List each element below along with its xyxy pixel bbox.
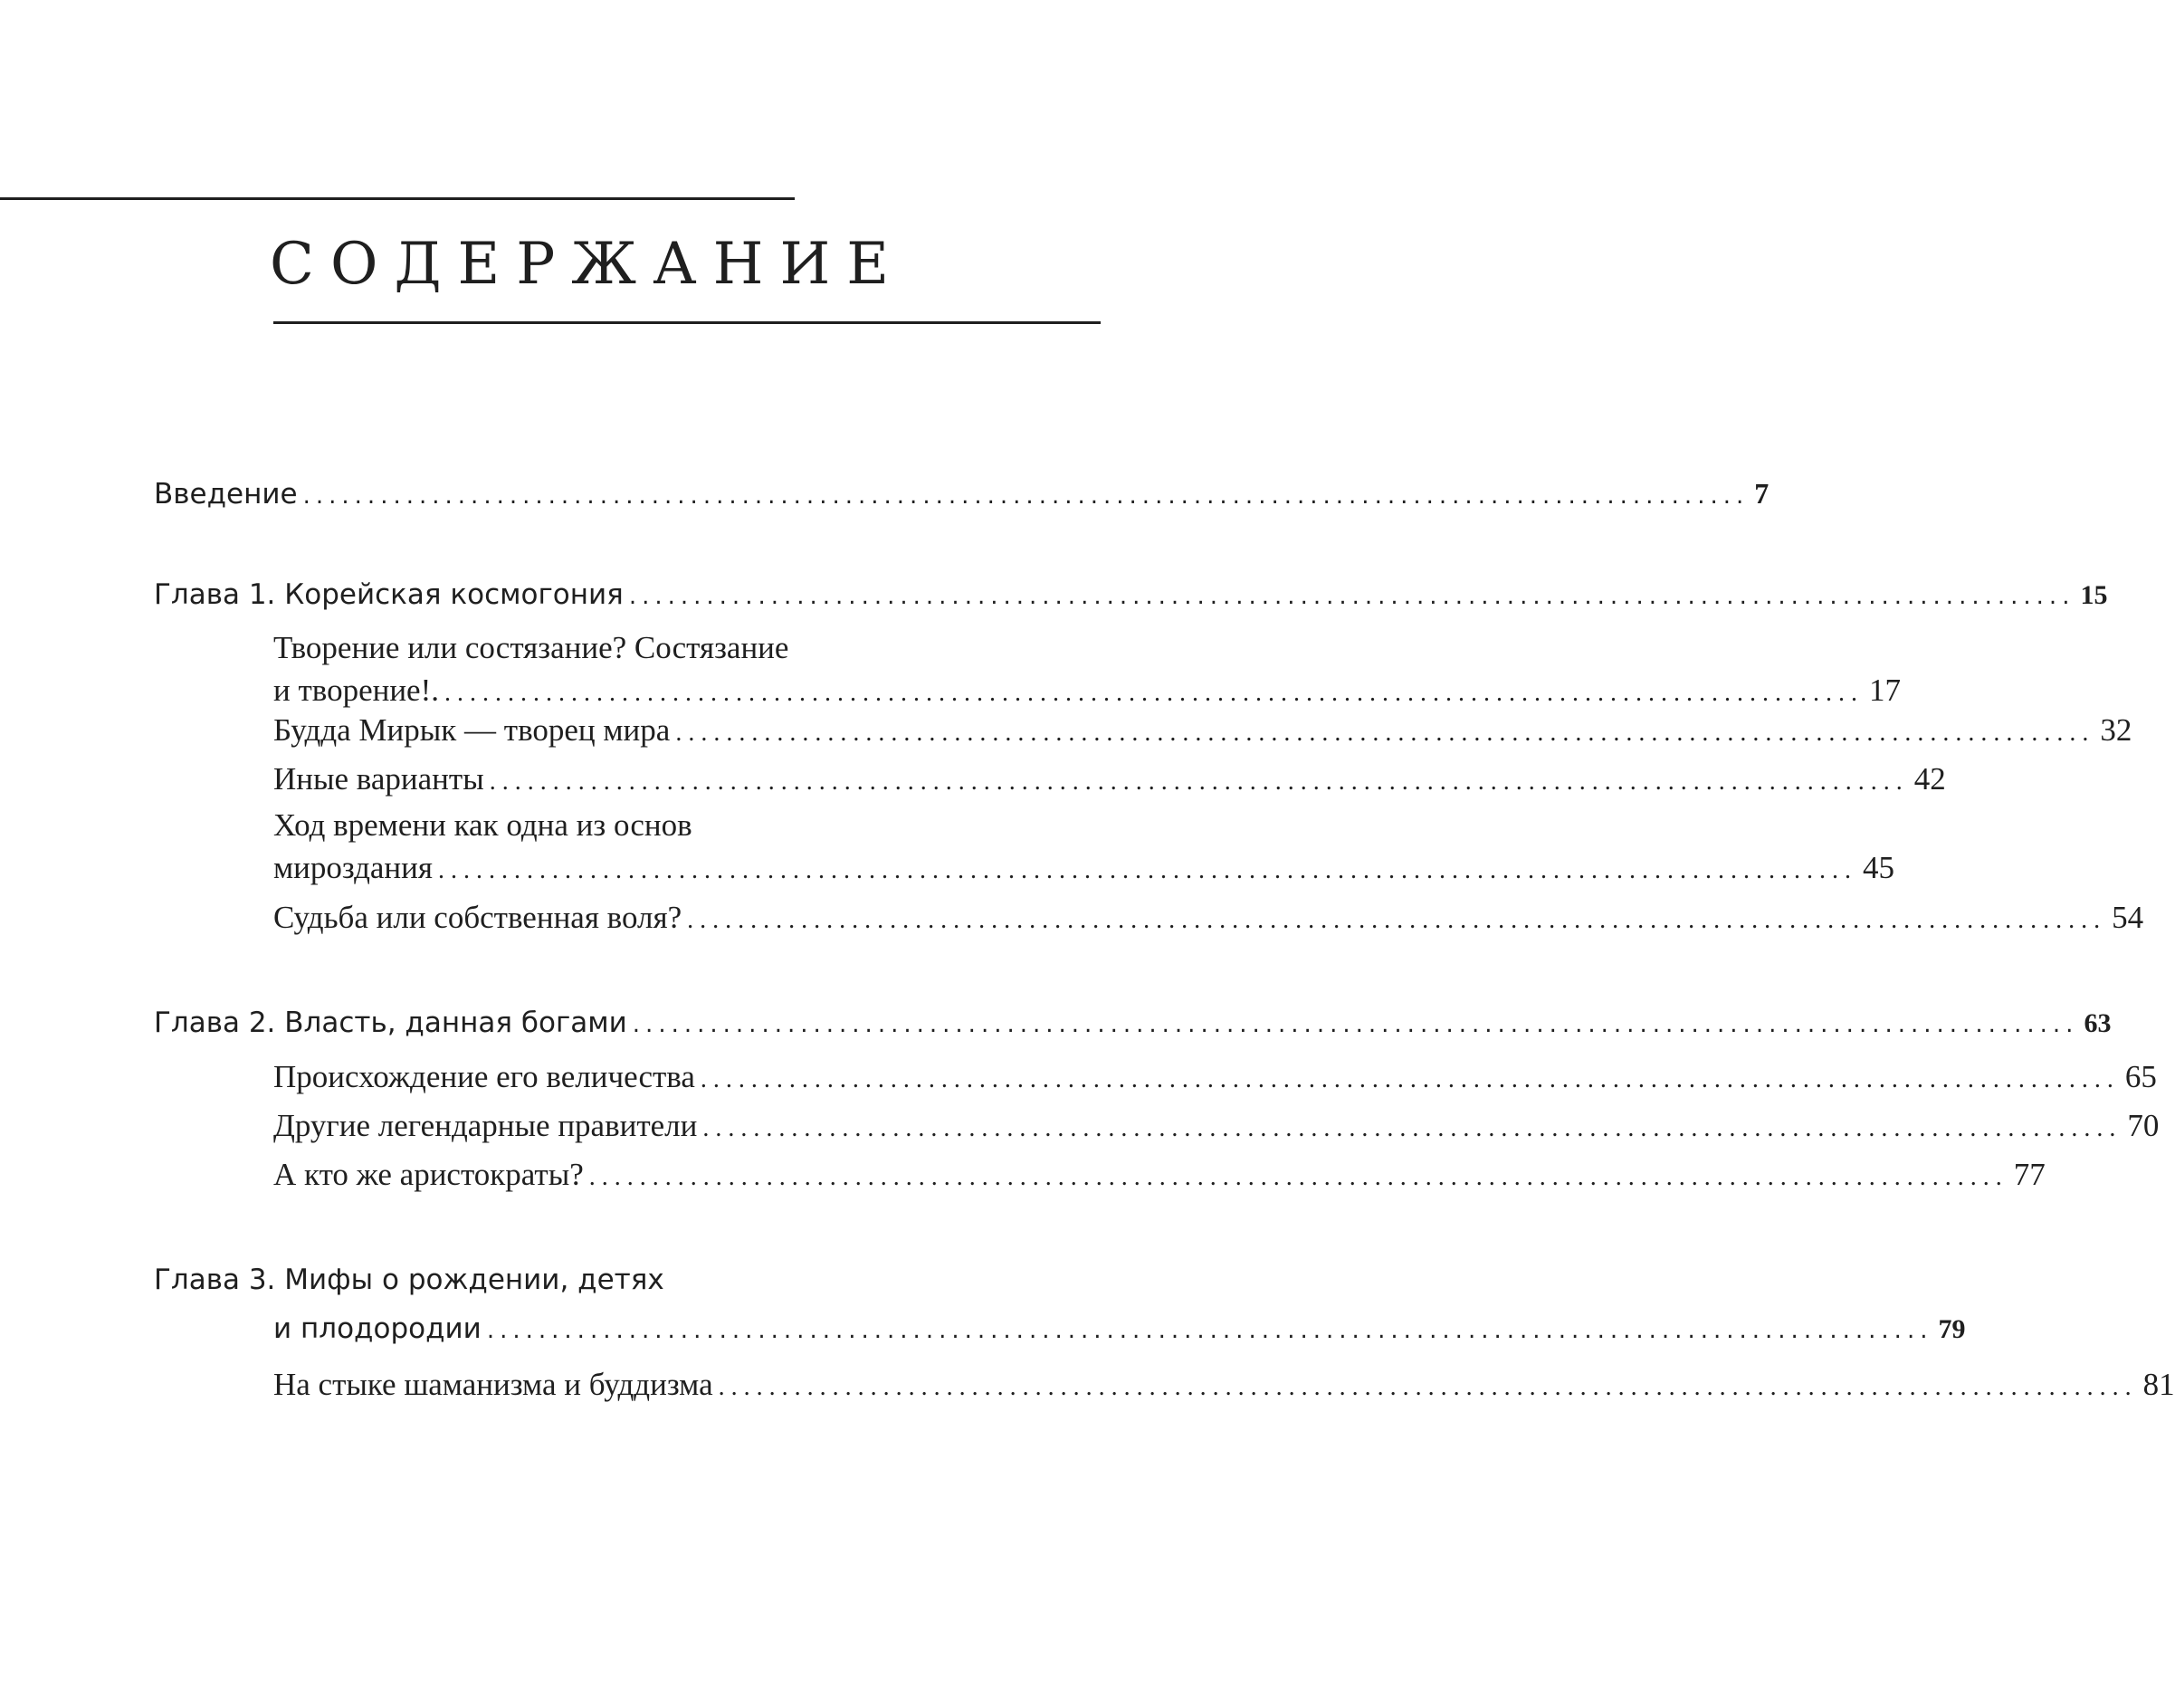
section-label: На стыке шаманизма и буддизма xyxy=(273,1367,713,1402)
leader-dots: ................................................................................................................ xyxy=(588,1163,2008,1191)
toc-section[interactable] xyxy=(273,847,1894,889)
leader-dots: ................................................................................................................ xyxy=(444,679,1864,707)
section-label: Другие легендарные правители xyxy=(273,1108,698,1143)
toc-chapter-2[interactable] xyxy=(154,1001,2112,1045)
section-page-number: 81 xyxy=(2142,1367,2175,1402)
section-page-number: 17 xyxy=(1869,673,1901,708)
entry-label: Введение xyxy=(154,478,298,510)
leader-dots: ................................................................................................................ xyxy=(628,583,2075,610)
entry-page-number: 7 xyxy=(1754,477,1770,510)
leader-dots: ................................................................................................................ xyxy=(302,482,1750,510)
toc-section[interactable] xyxy=(273,710,2132,751)
section-page-number: 32 xyxy=(2100,712,2132,748)
section-label: А кто же аристократы? xyxy=(273,1157,584,1192)
top-rule xyxy=(0,197,795,200)
section-label: и творение!. xyxy=(273,673,439,708)
chapter-title-line: Глава 3. Мифы о рождении, детях xyxy=(154,1264,664,1296)
leader-dots: ................................................................................................................ xyxy=(702,1114,2123,1142)
chapter-page-number: 15 xyxy=(2080,580,2108,610)
chapter-page-number: 79 xyxy=(1938,1314,1966,1344)
page-title: СОДЕРЖАНИЕ xyxy=(270,231,905,298)
toc-chapter-1[interactable] xyxy=(154,573,2108,616)
section-label: Будда Мирык — творец мира xyxy=(273,712,671,748)
toc-entry-introduction[interactable] xyxy=(154,472,1770,515)
leader-dots: ................................................................................................................ xyxy=(632,1011,2079,1038)
toc-section[interactable] xyxy=(273,670,1901,711)
leader-dots: ................................................................................................................ xyxy=(700,1065,2120,1093)
section-page-number: 70 xyxy=(2127,1108,2160,1143)
toc-section[interactable] xyxy=(273,1364,2175,1406)
section-label: Иные варианты xyxy=(273,761,484,797)
section-label: Судьба или собственная воля? xyxy=(273,900,682,935)
section-title-line: Творение или состязание? Состязание xyxy=(273,630,789,665)
chapter-label: и плодородии xyxy=(273,1312,482,1345)
section-page-number: 77 xyxy=(2013,1157,2046,1192)
leader-dots: ................................................................................................................ xyxy=(675,719,2095,747)
chapter-page-number: 63 xyxy=(2084,1008,2112,1038)
section-title-line: Ход времени как одна из основ xyxy=(273,807,692,843)
leader-dots: ................................................................................................................ xyxy=(486,1317,1933,1344)
leader-dots: ................................................................................................................ xyxy=(437,856,1857,884)
leader-dots: ................................................................................................................ xyxy=(718,1373,2138,1401)
section-page-number: 65 xyxy=(2124,1059,2157,1094)
section-page-number: 54 xyxy=(2112,900,2144,935)
section-page-number: 42 xyxy=(1913,761,1946,797)
leader-dots: ................................................................................................................ xyxy=(687,906,2107,934)
toc-chapter-3[interactable] xyxy=(273,1307,1966,1350)
section-page-number: 45 xyxy=(1862,850,1894,885)
section-label: Происхождение его величества xyxy=(273,1059,695,1094)
chapter-label: Глава 1. Корейская космогония xyxy=(154,578,624,611)
section-label: мироздания xyxy=(273,850,433,885)
toc-section[interactable] xyxy=(273,1154,2046,1196)
toc-section[interactable] xyxy=(273,897,2144,939)
leader-dots: ................................................................................................................ xyxy=(489,768,1909,796)
toc-section[interactable] xyxy=(273,1056,2157,1098)
bottom-rule xyxy=(273,321,1101,324)
toc-section[interactable] xyxy=(273,759,1946,800)
toc-section[interactable] xyxy=(273,1105,2160,1147)
chapter-label: Глава 2. Власть, данная богами xyxy=(154,1007,627,1039)
